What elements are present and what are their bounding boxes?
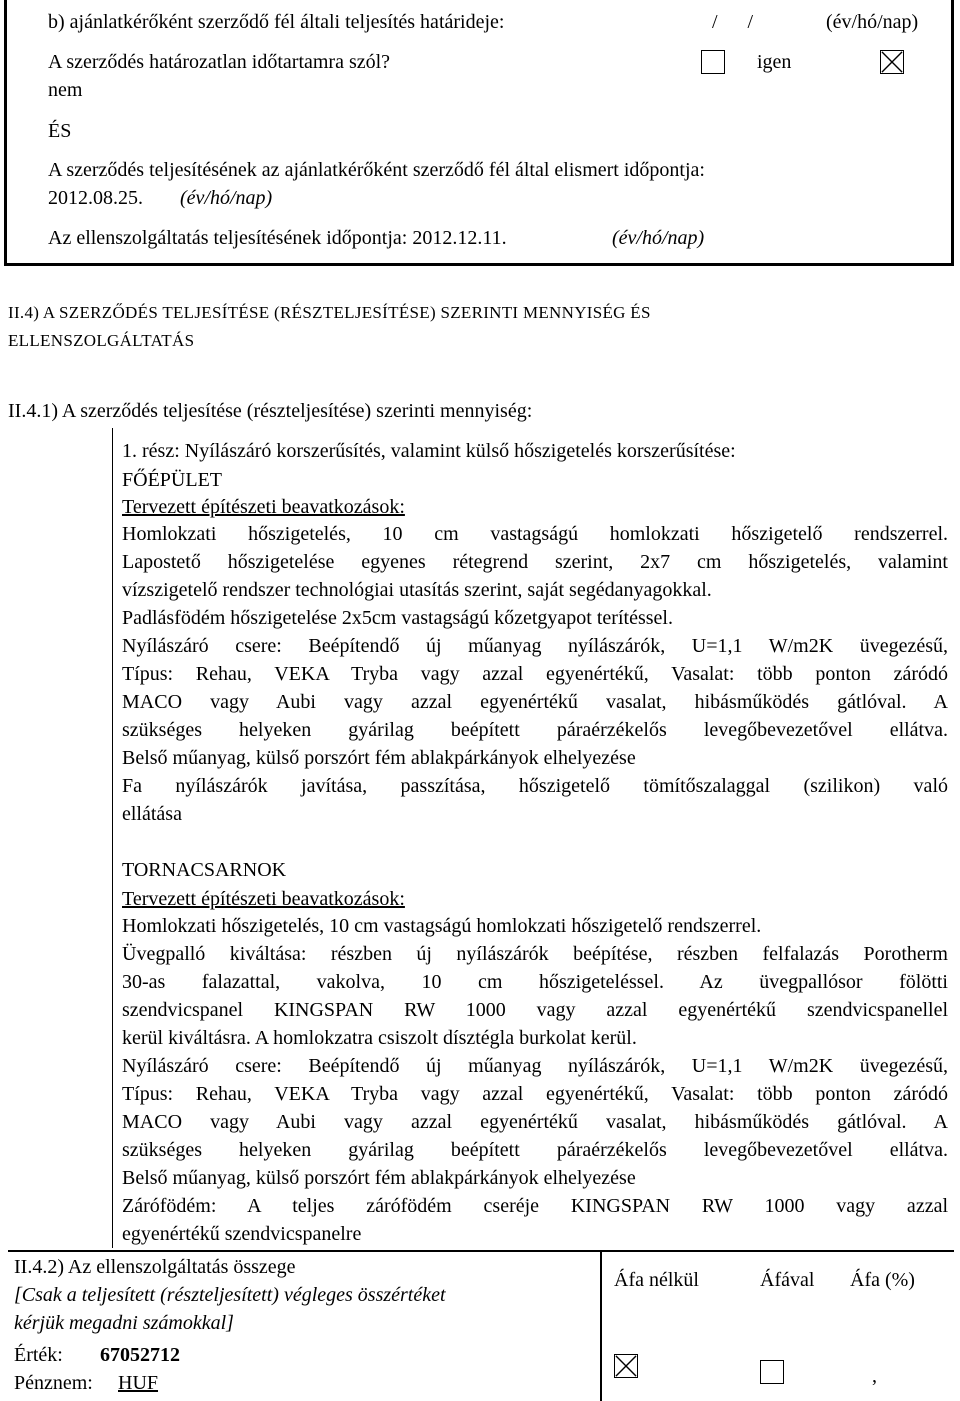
acknowledged-label: A szerződés teljesítésének az ajánlatkérőként szerződő fél által elismert időpontja: xyxy=(48,159,705,181)
checkbox-cross-icon xyxy=(881,51,903,73)
vat-value: , xyxy=(872,1365,877,1387)
gym-description xyxy=(122,912,948,1248)
deadline-unit: (év/hó/nap) xyxy=(826,11,919,33)
no-checkbox[interactable] xyxy=(880,50,904,74)
yes-label: igen xyxy=(757,51,792,73)
main-building-line: ellátása xyxy=(122,803,182,825)
section-ii4-heading-line2: ELLENSZOLGÁLTATÁS xyxy=(8,331,195,350)
gym-line: Belső műanyag, külső porszórt fém ablakpárkányok elhelyezése xyxy=(122,1167,636,1189)
main-building-line: vízszigetelő rendszer technológiai utasítás szerint, saját segédanyagokkal. xyxy=(122,579,712,601)
gross-checkbox[interactable] xyxy=(760,1360,784,1384)
gym-line: szendvicspanel KINGSPAN RW 1000 vagy azzal egyenértékű szendvicspanellel xyxy=(122,999,948,1021)
main-building-line: szükséges helyeken gyárilag beépített páraérzékelős levegőbevezetővel ellátva. xyxy=(122,719,948,741)
gym-line: 30-as falazattal, vakolva, 10 cm hőszigeteléssel. Az üvegpallósor fölötti xyxy=(122,971,948,993)
deadline-label: b) ajánlatkérőként szerződő fél általi teljesítés határideje: xyxy=(48,11,505,33)
value-label: Érték: xyxy=(14,1344,63,1366)
gym-line: egyenértékű szendvicspanelre xyxy=(122,1223,362,1245)
section-ii42-heading: II.4.2) Az ellenszolgáltatás összege xyxy=(14,1256,296,1278)
main-building-description xyxy=(122,520,948,828)
section-ii41-heading: II.4.1) A szerződés teljesítése (részteljesítése) szerinti mennyiség: xyxy=(8,400,533,422)
gym-line: szükséges helyeken gyárilag beépített páraérzékelős levegőbevezetővel ellátva. xyxy=(122,1139,948,1161)
yes-checkbox[interactable] xyxy=(701,50,725,74)
section-ii4-heading-line1: II.4) A SZERZŐDÉS TELJESÍTÉSE (RÉSZTELJESÍTÉSE) SZERINTI MENNYISÉG ÉS xyxy=(8,303,651,322)
main-building-title: FŐÉPÜLET xyxy=(122,469,222,491)
main-building-line: Típus: Rehau, VEKA Tryba vagy azzal egyenértékű, Vasalat: több ponton záródó xyxy=(122,663,948,685)
col-net-label: Áfa nélkül xyxy=(614,1269,699,1291)
currency-value: HUF xyxy=(118,1372,159,1394)
deadline-date-slashes: / / xyxy=(712,11,754,33)
main-building-line: Padlásfödém hőszigetelése 2x5cm vastagságú kőzetgyapot terítéssel. xyxy=(122,607,673,629)
gym-subtitle: Tervezett építészeti beavatkozások: xyxy=(122,888,405,910)
col-vat-label: Áfa (%) xyxy=(850,1269,915,1291)
main-building-subtitle: Tervezett építészeti beavatkozások: xyxy=(122,496,405,518)
section-ii42-note-line1: [Csak a teljesített (részteljesített) végleges összértéket xyxy=(14,1284,446,1306)
value-amount: 67052712 xyxy=(100,1344,180,1366)
acknowledged-unit: (év/hó/nap) xyxy=(180,187,273,209)
main-building-line: Nyílászáró csere: Beépítendő új műanyag nyílászárók, U=1,1 W/m2K üvegezésű, xyxy=(122,635,948,657)
consideration-label: Az ellenszolgáltatás teljesítésének időpontja: 2012.12.11. xyxy=(48,227,507,249)
gym-line: Típus: Rehau, VEKA Tryba vagy azzal egyenértékű, Vasalat: több ponton záródó xyxy=(122,1083,948,1105)
part-title: 1. rész: Nyílászáró korszerűsítés, valamint külső hőszigetelés korszerűsítése: xyxy=(122,440,736,462)
main-building-line: Homlokzati hőszigetelés, 10 cm vastagságú homlokzati hőszigetelő rendszerrel. xyxy=(122,523,948,545)
net-checkbox[interactable] xyxy=(614,1354,638,1378)
content-left-rule xyxy=(112,428,113,1248)
gym-line: MACO vagy Aubi vagy azzal egyenértékű vasalat, hibásműködés gátlóval. A xyxy=(122,1111,948,1133)
currency-label: Pénznem: xyxy=(14,1372,93,1394)
gym-line: kerül kiváltásra. A homlokzatra csiszolt dísztégla burkolat kerül. xyxy=(122,1027,637,1049)
consideration-unit: (év/hó/nap) xyxy=(612,227,705,249)
col-gross-label: Áfával xyxy=(760,1269,815,1291)
section-ii42-divider xyxy=(600,1250,602,1401)
acknowledged-date: 2012.08.25. xyxy=(48,187,143,209)
gym-line: Zárófödém: A teljes zárófödém cseréje KINGSPAN RW 1000 vagy azzal xyxy=(122,1195,948,1217)
gym-line: Üvegpalló kiváltása: részben új nyílászárók beépítése, részben felfalazás Porotherm xyxy=(122,943,948,965)
section-ii42-top-rule xyxy=(8,1250,954,1252)
and-label: ÉS xyxy=(48,120,72,142)
main-building-line: Lapostető hőszigetelése egyenes rétegrend szerint, 2x7 cm hőszigetelés, valamint xyxy=(122,551,948,573)
indefinite-question: A szerződés határozatlan időtartamra szól? xyxy=(48,51,391,73)
gym-line: Nyílászáró csere: Beépítendő új műanyag nyílászárók, U=1,1 W/m2K üvegezésű, xyxy=(122,1055,948,1077)
gym-line: Homlokzati hőszigetelés, 10 cm vastagságú homlokzati hőszigetelő rendszerrel. xyxy=(122,915,762,937)
checkbox-cross-icon xyxy=(615,1355,637,1377)
main-building-line: MACO vagy Aubi vagy azzal egyenértékű vasalat, hibásműködés gátlóval. A xyxy=(122,691,948,713)
no-label: nem xyxy=(48,79,83,101)
gym-title: TORNACSARNOK xyxy=(122,859,287,881)
main-building-line: Belső műanyag, külső porszórt fém ablakpárkányok elhelyezése xyxy=(122,747,636,769)
main-building-line: Fa nyílászárók javítása, passzítása, hőszigetelő tömítőszalaggal (szilikon) való xyxy=(122,775,948,797)
section-ii42-note-line2: kérjük megadni számokkal] xyxy=(14,1312,234,1334)
